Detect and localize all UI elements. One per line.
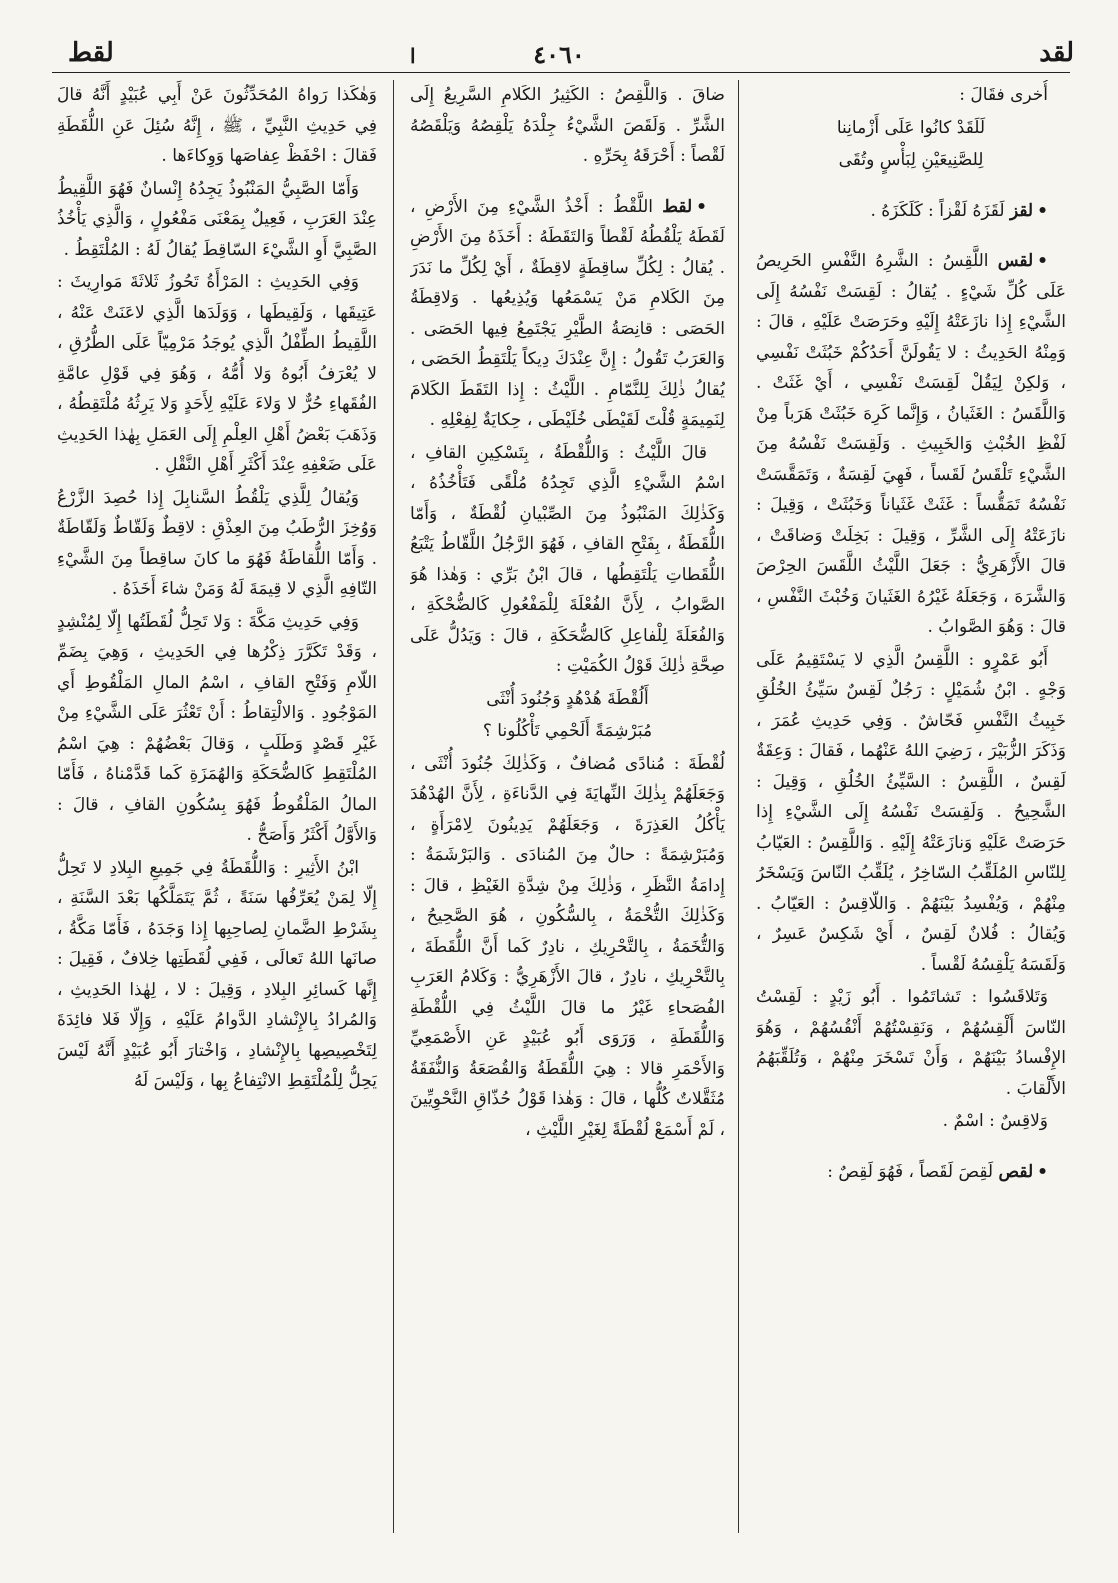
page-number: ٤٠٦٠ — [533, 40, 585, 69]
verse-line: أَلُقْطَةَ هُدْهُدٍ وَجُنُودَ أُنْثَى — [486, 688, 649, 709]
verse-line: لِلصَّنِيعَيْنِ لِبَأْسٍ وتُقَى — [838, 150, 984, 170]
column-right — [756, 80, 1066, 1533]
text-columns — [52, 80, 1070, 1533]
text-paragraph: وَفِي حَدِيثِ مَكَّةَ : وَلا تَحِلُّ لُقَطَتُها إِلّا لِمُنْشِدٍ ، وَقَدْ تَكَرَّرَ ذِكْرُها فِي الحَدِيثِ ، وَهِيَ بِضَمِّ اللّامِ وَفَتْحِ القافِ ، اسْمُ المالِ المَلْقُوطِ أَي المَوْجُودِ . وَالالْتِقاطُ : أَنْ تَعْثُرَ عَلَى الشَّيْءِ مِنْ غَيْرِ قَصْدٍ وَطَلَبٍ ، وَقالَ بَعْضُهُمْ : هِيَ اسْمُ المُلْتَقِطِ كَالضُّحَكَةِ وَالهُمَزَةِ كَما قَدَّمْناهُ ، فَأَمّا المالُ المَلْقُوطُ فَهُوَ بِسُكُونِ القافِ ، قالَ : وَالأَوَّلُ أَكْثَرُ وَأَصَحُّ . — [57, 611, 377, 845]
right-guide-word: لقد — [1039, 38, 1074, 68]
text-paragraph: وَهٰكَذا رَواهُ المُحَدِّثُونَ عَنْ أَبِي عُبَيْدٍ أَنَّهُ قالَ فِي حَدِيثِ النَّبِيِّ ، ﷺ ، إِنَّهُ سُئِلَ عَنِ اللُّقَطَةِ فَقالَ : احْفَظْ عِفاصَها وَوِكاءَها . — [57, 85, 377, 166]
entry-headword: لقص — [998, 1161, 1034, 1182]
entry-bullet: • — [1037, 1161, 1048, 1182]
header-rule — [52, 72, 1070, 73]
entry-text: اللَّقِسُ : الشَّرِهُ النَّفْسِ الحَرِيصُ عَلَى كُلِّ شَيْءٍ . يُقالُ : لَقِسَتْ نَفْسُهُ إِلَى الشَّيْءِ إِذا نازَعَتْهُ إِلَيْهِ وحَرَصَتْ عَلَيْهِ ، قالَ : وَمِنْهُ الحَدِيثُ : لا يَقُولَنَّ أَحَدُكُمْ خَبُثَتْ نَفْسِي ، وَلكِنْ لِيَقُلْ لَقِسَتْ نَفْسِي ، أَيْ غَثَتْ . وَاللَّقَسُ : الغَثَيانُ ، وَإِنَّما كَرِهَ خَبُثَتْ هَرَباً مِنْ لَفْظِ الخُبْثِ وَالخَبِيثِ . وَلَقِسَتْ نَفْسُهُ مِنَ الشَّيْءِ تَلْقَسُ لَقَساً ، فَهِيَ لَقِسَةٌ ، وَتَمَقَّسَتْ نَفْسُهُ تَمَقُّساً : غَثَتْ غَثَياناً وَخَبُثَتْ ، وَقِيلَ : نازَعَتْهُ إِلَى الشَّرِّ ، وَقِيلَ : بَخِلَتْ وَضاقَتْ ، قالَ الأَزْهَرِيُّ : جَعَلَ اللَّيْثُ اللَّقَسَ الحِرْصَ وَالشَّرَهَ ، وَجَعَلَهُ غَيْرُهُ الغَثَيانَ وَخُبْثَ النَّفْسِ ، قالَ : وَهُوَ الصَّوابُ . — [756, 251, 1066, 637]
left-guide-word: لقط — [68, 38, 114, 68]
dictionary-entry — [756, 196, 1066, 227]
signature-mark: ا — [410, 44, 416, 68]
verse-line: مُبَرْشِمَةً أَلَحْمِي تَأْكُلُونا ؟ — [482, 721, 653, 741]
entry-text: لَقِصَ لَقَصاً ، فَهُوَ لَقِصٌ : — [827, 1161, 994, 1182]
dictionary-entry — [756, 246, 1066, 643]
column-divider — [393, 80, 394, 1533]
column-divider — [738, 80, 739, 1533]
entry-text: اللَّقْطُ : أَخْذُ الشَّيْءِ مِنَ الأَرْضِ ، لَقَطَهُ يَلْقُطُهُ لَقْطاً وَالتَقَطَهُ : أَخَذَهُ مِنَ الأَرْضِ . يُقالُ : لِكُلِّ ساقِطَةٍ لاقِطَةٌ ، أَيْ لِكُلِّ ما نَدَرَ مِنَ الكَلامِ مَنْ يَسْمَعُها وَيُذِيعُها . وَلاقِطَةُ الحَصَى : قانِصَةُ الطَّيْرِ يَجْتَمِعُ فِيها الحَصَى . وَالعَرَبُ تَقُولُ : إِنَّ عِنْدَكَ دِيكاً يَلْتَقِطُ الحَصَى ، يُقالُ ذٰلِكَ لِلنَّمّامِ . اللَّيْثُ : إِذا التَقَطَ الكَلامَ لِنَمِيمَةٍ قُلْتَ لَقَيْطَى خُلَيْطَى ، حِكايَةٌ لِفِعْلِهِ . — [410, 196, 725, 430]
column-left — [57, 80, 377, 1533]
text-paragraph: ضاقَ . وَاللَّقِصُ : الكَثِيرُ الكَلامِ السَّرِيعُ إِلَى الشَّرِّ . وَلَقَصَ الشَّيْءُ جِلْدَهُ يَلْقِصُهُ وَيَلْقَصُهُ لَقْصاً : أَحْرَقَهُ بِحَرِّهِ . — [410, 85, 725, 166]
dictionary-entry — [410, 192, 725, 436]
entry-bullet: • — [696, 196, 707, 217]
verse-line: لَلَقَدْ كانُوا عَلَى أَزْمانِنا — [836, 117, 986, 138]
column-middle — [410, 80, 725, 1533]
text-paragraph: أَبُو عَمْرٍو : اللَّقِسُ الَّذِي لا يَسْتَقِيمُ عَلَى وَجْهٍ . ابْنُ شُمَيْلٍ : رَجُلٌ لَقِسٌ سَيِّئُ الخُلُقِ خَبِيثُ النَّفْسِ فَحّاشٌ . وَفِي حَدِيثِ عُمَرَ ، وَذَكَرَ الزُّبَيْرَ ، رَضِيَ اللهُ عَنْهُما ، فَقالَ : وَعِقَةٌ لَقِسٌ ، اللَّقِسُ : السَّيِّئُ الخُلُقِ ، وَقِيلَ : الشَّحِيحُ . وَلَقِسَتْ نَفْسُهُ إِلَى الشَّيْءِ إِذا حَرَصَتْ عَلَيْهِ وَنازَعَتْهُ إِلَيْهِ . وَاللَّقِسُ : العَيّابُ لِلنّاسِ المُلَقِّبُ السّاخِرُ ، يُلَقِّبُ النّاسَ وَيَسْخَرُ مِنْهُمْ ، وَيُفْسِدُ بَيْنَهُمْ . وَاللّاقِسُ : العَيّابُ . وَيُقالُ : فُلانٌ لَقِسٌ ، أَيْ شَكِسٌ عَسِرٌ ، وَلَقَسَهُ يَلْقِسُهُ لَقْساً . — [756, 649, 1066, 975]
entry-text: لَقَزَهُ لَقْزاً : كَلَكَزَهُ . — [870, 200, 1005, 221]
paragraph-spacer — [410, 174, 725, 192]
text-paragraph: ابْنُ الأَثِيرِ : وَاللُّقَطَةُ فِي جَمِيعِ البِلادِ لا تَحِلُّ إِلّا لِمَنْ يُعَرِّفُها سَنَةً ، ثُمَّ يَتَمَلَّكُها بَعْدَ السَّنَةِ ، بِشَرْطِ الضَّمانِ لِصاحِبِها إِذا وَجَدَهُ ، فَأَمّا مَكَّةُ ، صانَها اللهُ تَعالَى ، فَفِي لُقَطَتِها خِلافٌ ، فَقِيلَ : إِنَّها كَسائِرِ البِلادِ ، وَقِيلَ : لا ، لِهٰذا الحَدِيثِ ، وَالمُرادُ بِالإِنْشادِ الدَّوامُ عَلَيْهِ ، وَإِلّا فَلا فائِدَةَ لِتَخْصِيصِها بِالإِنْشادِ ، وَاخْتارَ أَبُو عُبَيْدٍ أَنَّهُ لَيْسَ يَحِلُّ لِلْمُلْتَقِطِ الانْتِفاعُ بِها ، وَلَيْسَ لَهُ — [57, 857, 377, 1091]
entry-bullet: • — [1037, 251, 1049, 271]
text-paragraph: لُقْطَةَ : مُنادًى مُضافٌ ، وَكَذٰلِكَ جُنُودَ أُنْثَى ، وَجَعَلَهُمْ بِذٰلِكَ النِّهايَةَ فِي الدَّناءَةِ ، لِأَنَّ الهُدْهُدَ يَأْكُلُ العَذِرَةَ ، وَجَعَلَهُمْ يَدِينُونَ لِامْرَأَةٍ ، وَمُبَرْشِمَةً : حالٌ مِنَ المُنادَى . وَالبَرْشَمَةُ : إِدامَةُ النَّظَرِ ، وَذٰلِكَ مِنْ شِدَّةِ الغَيْظِ ، قالَ : وَكَذٰلِكَ التُّخْمَةُ ، بِالسُّكُونِ ، هُوَ الصَّحِيحُ ، وَالتُّخَمَةُ ، بِالتَّحْرِيكِ ، نادِرٌ كَما أَنَّ اللُّقَطَةَ ، بِالتَّحْرِيكِ ، نادِرٌ ، قالَ الأَزْهَرِيُّ : وَكَلامُ العَرَبِ الفُصَحاءِ غَيْرُ ما قالَ اللَّيْثُ فِي اللُّقْطَةِ وَاللُّقَطَةِ ، وَرَوَى أَبُو عُبَيْدٍ عَنِ الأَصْمَعِيِّ وَالأَحْمَرِ قالا : هِيَ اللُّقَطَةُ وَالقُصَعَةُ وَالنُّفَقَةُ مُثَقَّلاتٌ كُلُّها ، قالَ : وَهٰذا قَوْلُ حُذّاقِ النَّحْوِيِّينَ ، لَمْ أَسْمَعْ لُقْطَةً لِغَيْرِ اللَّيْثِ ، — [410, 753, 725, 1140]
text-paragraph: وَأَمّا الصَّبِيُّ المَنْبُوذُ يَجِدُهُ إِنْسانٌ فَهُوَ اللَّقِيطُ عِنْدَ العَرَبِ ، فَعِيلٌ بِمَعْنَى مَفْعُولٍ ، وَالَّذِي يَأْخُذُ الصَّبِيَّ أَوِ الشَّيْءَ السّاقِطَ يُقالُ لَهُ : المُلْتَقِطُ . — [57, 178, 377, 260]
text-paragraph: وَفِي الحَدِيثِ : المَرْأَةُ تَحُوزُ ثَلاثَةَ مَوارِيثَ : عَتِيقَها ، وَلَقِيطَها ، وَوَلَدَها الَّذِي لاعَنَتْ عَنْهُ ، اللَّقِيطُ الطِّفْلُ الَّذِي يُوجَدُ مَرْمِيّاً عَلَى الطُّرُقِ ، لا يُعْرَفُ أَبُوهُ وَلا أُمُّهُ ، وَهُوَ فِي قَوْلِ عامَّةِ الفُقَهاءِ حُرٌّ لا وَلاءَ عَلَيْهِ لِأَحَدٍ وَلا يَرِثُهُ مُلْتَقِطُهُ ، وَذَهَبَ بَعْضُ أَهْلِ العِلْمِ إِلَى العَمَلِ بِهٰذا الحَدِيثِ عَلَى ضَعْفِهِ عِنْدَ أَكْثَرِ أَهْلِ النَّقْلِ . — [57, 272, 377, 475]
text-paragraph: وَيُقالُ لِلَّذِي يَلْقُطُ السَّنابِلَ إِذا حُصِدَ الزَّرْعُ وَوُخِزَ الرُّطَبُ مِنَ العِذْقِ : لاقِطٌ وَلَقّاطٌ وَلَقّاطَةٌ . وَأَمّا اللُّقاطَةُ فَهُوَ ما كانَ ساقِطاً مِنَ الشَّيْءِ التّافِهِ الَّذِي لا قِيمَةَ لَهُ وَمَنْ شاءَ أَخَذَهُ . — [57, 487, 377, 599]
dictionary-entry — [756, 1157, 1066, 1188]
text-paragraph: وَتَلاقَسُوا : تَشاتَمُوا . أَبُو زَيْدٍ : لَقِسْتُ النّاسَ أَلْقِسُهُمْ ، وَنَقِسْتُهُمْ أَنْقُسُهُمْ ، وَهُوَ الإِفْسادُ بَيْنَهُمْ ، وَأَنْ تَسْخَرَ مِنْهُمْ ، وَتُلَقِّبَهُمُ الأَلْقابَ . — [756, 987, 1066, 1099]
entry-headword: لقس — [997, 251, 1034, 271]
page-header — [40, 30, 1078, 70]
paragraph-spacer — [756, 178, 1066, 196]
entry-bullet: • — [1037, 200, 1048, 221]
text-paragraph: وَلاقِسٌ : اسْمٌ . — [942, 1111, 1048, 1131]
entry-headword: لقز — [1009, 200, 1034, 221]
paragraph-spacer — [756, 1139, 1066, 1157]
text-paragraph: أُخرى فقَالَ : — [959, 85, 1048, 105]
entry-headword: لقط — [662, 196, 693, 217]
paragraph-spacer — [756, 228, 1066, 246]
text-paragraph: قالَ اللَّيْثُ : وَاللُّقْطَةُ ، بِتَسْكِينِ القافِ ، اسْمُ الشَّيْءِ الَّذِي تَجِدُهُ مُلْقًى فَتَأْخُذُهُ ، وَكَذٰلِكَ المَنْبُوذُ مِنَ الصِّبْيانِ لُقْطَةٌ ، وَأَمّا اللُّقَطَةُ ، بِفَتْحِ القافِ ، فَهُوَ الرَّجُلُ اللَّقّاطُ يَتْبَعُ اللُّقَطاتِ يَلْتَقِطُها ، قالَ ابْنُ بَرِّي : وَهٰذا هُوَ الصَّوابُ ، لِأَنَّ الفُعْلَةَ لِلْمَفْعُولِ كَالضُّحْكَةِ ، وَالفُعَلَةَ لِلْفاعِلِ كَالضُّحَكَةِ ، قالَ : وَيَدُلُّ عَلَى صِحَّةِ ذٰلِكَ قَوْلُ الكُمَيْتِ : — [410, 442, 725, 676]
